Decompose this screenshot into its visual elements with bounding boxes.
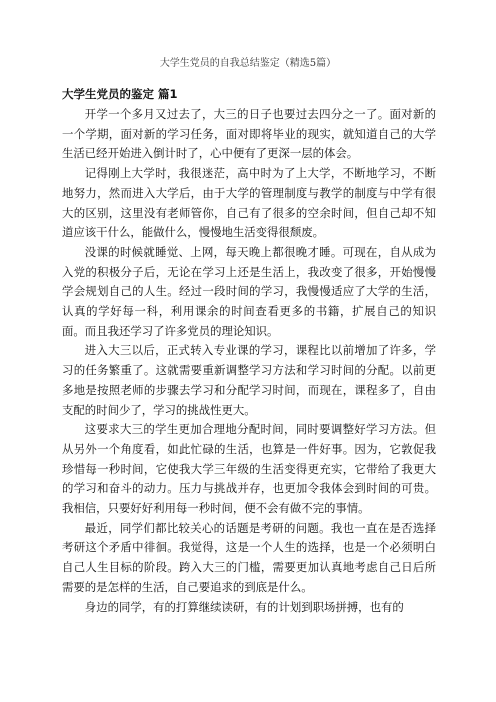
paragraph: 开学一个多月又过去了，大三的日子也要过去四分之一了。面对新的一个学期，面对新的学习任务，面对即将毕业的现实，就知道自己的大学生活已经开始进入倒计时了，心中便有了更深一层的体会。 xyxy=(62,107,436,161)
document-header: 大学生党员的自我总结鉴定（精选5篇） xyxy=(159,58,337,69)
paragraph: 记得刚上大学时，我很迷茫，高中时为了上大学，不断地学习，不断地努力，然而进入大学后，由于大学的管理制度与教学的制度与中学有很大的区别，这里没有老师管你，自己有了很多的空余时间，但自己却不知道应该干什么，能做什么，慢慢地生活变得很颓废。 xyxy=(62,166,436,240)
paragraph: 身边的同学，有的打算继续读研，有的计划到职场拼搏，也有的 xyxy=(84,599,404,614)
document-body xyxy=(62,86,436,617)
paragraph: 这要求大三的学生更加合理地分配时间，同时要调整好学习方法。但从另外一个角度看，如此忙碌的生活，也算是一件好事。因为，它敦促我珍惜每一秒时间，它使我大学三年级的生活变得更充实，它带给了我更大的学习和奋斗的动力。压力与挑战并存，也更加令我体会到时间的可贵。我相信，只要好好利用每一秒时间，便不会有做不完的事情。 xyxy=(62,422,436,516)
paragraph: 最近，同学们都比较关心的话题是考研的问题。我也一直在是否选择考研这个矛盾中徘徊。我觉得，这是一个人生的选择，也是一个必须明白自己人生目标的阶段。跨入大三的门槛，需要更加认真地考虑自己日后所需要的是怎样的生活，自己要追求的到底是什么。 xyxy=(62,520,436,594)
paragraph: 进入大三以后，正式转入专业课的学习，课程比以前增加了许多，学习的任务繁重了。这就需要重新调整学习方法和学习时间的分配。以前更多地是按照老师的步骤去学习和分配学习时间，而现在，课程多了，自由支配的时间少了，学习的挑战性更大。 xyxy=(62,343,436,417)
section-title: 大学生党员的鉴定 篇1 xyxy=(62,87,178,101)
paragraph: 没课的时候就睡觉、上网，每天晚上都很晚才睡。可现在，自从成为入党的积极分子后，无论在学习上还是生活上，我改变了很多，开始慢慢学会规划自己的人生。经过一段时间的学习，我慢慢适应了大学的生活，认真的学好每一科，利用课余的时间查看更多的书籍，扩展自己的知识面。而且我还学习了许多党员的理论知识。 xyxy=(62,244,436,338)
